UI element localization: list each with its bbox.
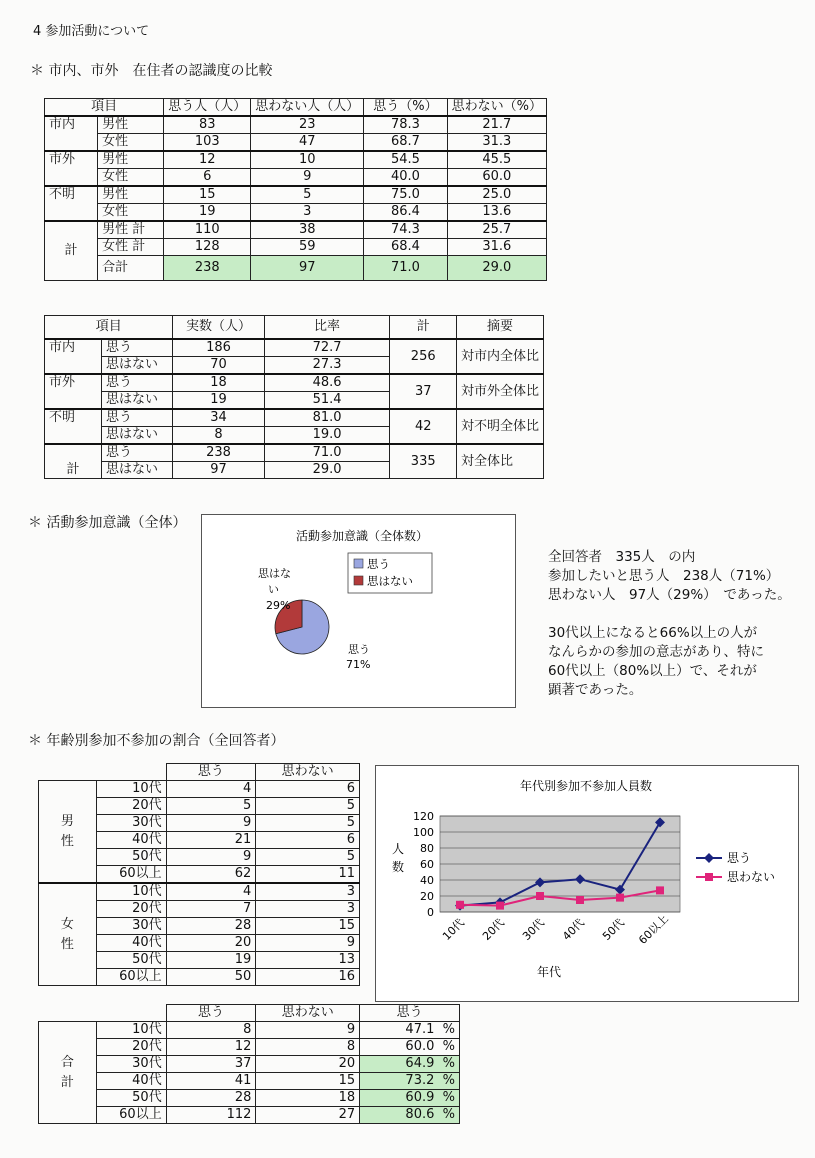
- residence-awareness-table: [44, 98, 547, 281]
- group-label-female: 女 性: [39, 883, 97, 986]
- cell: 97: [251, 256, 364, 281]
- age-gender-table: [38, 763, 360, 986]
- cell: 16: [256, 969, 360, 986]
- cell: 8: [173, 427, 264, 445]
- table-row: [45, 444, 544, 462]
- age-cell: 60以上: [96, 866, 166, 884]
- header-cell: 思わない: [256, 1005, 360, 1022]
- pie-chart: [202, 515, 515, 707]
- cell: 対市外全体比: [456, 374, 543, 409]
- header-cell: 項目: [45, 316, 173, 340]
- y-tick-label: 0: [427, 906, 434, 919]
- row-label: 女性: [98, 204, 164, 222]
- cell: 60.0: [447, 169, 546, 187]
- y-tick-label: 40: [420, 874, 434, 887]
- age-cell: 40代: [96, 935, 166, 952]
- cell: 11: [256, 866, 360, 884]
- cell: 37: [390, 374, 456, 409]
- header-cell: 比率: [264, 316, 390, 340]
- row-label: 男性: [98, 151, 164, 169]
- cell: 対市内全体比: [456, 339, 543, 374]
- row-label: 思はない: [101, 357, 173, 375]
- summary-line: 全回答者 335人 の内: [548, 549, 696, 565]
- cell: 23: [251, 116, 364, 134]
- header-cell: 思う（%）: [364, 99, 447, 117]
- row-label: 合計: [98, 256, 164, 281]
- cell: 34: [173, 409, 264, 427]
- y-tick-label: 20: [420, 890, 434, 903]
- cell: 238: [164, 256, 251, 281]
- table-row: [45, 339, 544, 357]
- header-cell: 思う: [166, 764, 256, 781]
- pie-label-no: 思はな: [258, 567, 291, 580]
- age-cell: 10代: [96, 883, 166, 901]
- pie-chart-panel: [201, 514, 516, 708]
- row-label: 女性: [98, 169, 164, 187]
- table-header-row: [45, 99, 547, 117]
- age-cell: 60以上: [96, 1107, 166, 1124]
- data-point: [616, 894, 624, 902]
- heading-participation-awareness: ＊ 活動参加意識（全体）: [28, 515, 187, 531]
- header-cell: 実数（人）: [173, 316, 264, 340]
- pct-cell: 60.9 %: [360, 1090, 460, 1107]
- age-cell: 40代: [96, 1073, 166, 1090]
- row-label: 思う: [101, 444, 173, 462]
- data-point: [576, 896, 584, 904]
- cell: 15: [256, 1073, 360, 1090]
- legend-marker-yes: [704, 853, 714, 863]
- cell: 28: [166, 918, 256, 935]
- group-label: 市内: [45, 339, 102, 374]
- cell: 9: [251, 169, 364, 187]
- pie-title: 活動参加意識（全体数）: [295, 529, 429, 543]
- cell: 19: [166, 952, 256, 969]
- cell: 71.0: [364, 256, 447, 281]
- table-header-row: [45, 316, 544, 340]
- cell: 29.0: [447, 256, 546, 281]
- cell: 51.4: [264, 392, 390, 410]
- group-label: 市内: [45, 116, 98, 151]
- cell: 8: [166, 1022, 256, 1039]
- x-axis-label: 年代: [536, 965, 562, 979]
- summary-spacer: [548, 605, 791, 624]
- cell: 20: [256, 1056, 360, 1073]
- table-row: [45, 151, 547, 169]
- group-label: 計: [45, 444, 102, 479]
- age-cell: 30代: [96, 1056, 166, 1073]
- table-row: [45, 204, 547, 222]
- row-label: 思はない: [101, 392, 173, 410]
- group-label-total: 合 計: [39, 1022, 97, 1124]
- cell: 21.7: [447, 116, 546, 134]
- cell: 112: [166, 1107, 256, 1124]
- cell: 110: [164, 221, 251, 239]
- table-row: [39, 781, 360, 798]
- age-cell: 40代: [96, 832, 166, 849]
- cell: 25.7: [447, 221, 546, 239]
- y-tick-label: 80: [420, 842, 434, 855]
- header-cell: 計: [390, 316, 456, 340]
- pie-label-yes: 思う: [348, 643, 370, 656]
- header-cell: 項目: [45, 99, 164, 117]
- cell: 27.3: [264, 357, 390, 375]
- cell: 59: [251, 239, 364, 256]
- heading-residence-comparison: ＊ 市内、市外 在住者の認識度の比較: [30, 63, 273, 79]
- header-cell: 思う: [166, 1005, 256, 1022]
- pct-cell: 60.0 %: [360, 1039, 460, 1056]
- cell: 15: [164, 186, 251, 204]
- cell: 15: [256, 918, 360, 935]
- data-point: [656, 886, 664, 894]
- cell: 86.4: [364, 204, 447, 222]
- cell: 31.6: [447, 239, 546, 256]
- heading-age-participation: ＊ 年齢別参加不参加の割合（全回答者）: [28, 733, 285, 749]
- summary-text: [548, 548, 791, 700]
- group-label: 不明: [45, 186, 98, 221]
- group-label: 不明: [45, 409, 102, 444]
- cell: 68.4: [364, 239, 447, 256]
- pie-label-yes-pct: 71%: [346, 658, 371, 671]
- y-tick-label: 100: [413, 826, 434, 839]
- cell: 81.0: [264, 409, 390, 427]
- cell: 41: [166, 1073, 256, 1090]
- line-chart: [376, 766, 798, 1001]
- data-point: [536, 892, 544, 900]
- group-label: 計: [45, 221, 98, 281]
- cell: 28: [166, 1090, 256, 1107]
- cell: 40.0: [364, 169, 447, 187]
- cell: 42: [390, 409, 456, 444]
- header-cell: 思う人（人）: [164, 99, 251, 117]
- x-tick-label: 20代: [480, 916, 507, 943]
- table-row: [45, 374, 544, 392]
- cell: 10: [251, 151, 364, 169]
- cell: 71.0: [264, 444, 390, 462]
- row-label: 男性: [98, 116, 164, 134]
- row-label: 女性 計: [98, 239, 164, 256]
- cell: 9: [256, 1022, 360, 1039]
- cell: 6: [256, 832, 360, 849]
- cell: 9: [256, 935, 360, 952]
- x-tick-label: 10代: [440, 916, 467, 943]
- table-row: [39, 1039, 460, 1056]
- legend-label-yes: 思う: [727, 851, 752, 865]
- line-chart-title: 年代別参加不参加人員数: [519, 779, 653, 793]
- cell: 8: [256, 1039, 360, 1056]
- header-cell: 思う: [360, 1005, 460, 1022]
- summary-line: なんらかの参加の意志があり、特に: [548, 644, 764, 660]
- cell: 37: [166, 1056, 256, 1073]
- summary-line: 参加したいと思う人 238人（71%）: [548, 568, 780, 584]
- legend-label-yes: 思う: [367, 557, 390, 571]
- legend-label-no: 思わない: [727, 870, 776, 884]
- cell: 78.3: [364, 116, 447, 134]
- table-row: [45, 134, 547, 152]
- cell: 9: [166, 815, 256, 832]
- cell: 20: [166, 935, 256, 952]
- y-tick-label: 60: [420, 858, 434, 871]
- cell: 47: [251, 134, 364, 152]
- cell: 27: [256, 1107, 360, 1124]
- cell: 54.5: [364, 151, 447, 169]
- cell: 238: [173, 444, 264, 462]
- age-total-table: [38, 1004, 460, 1124]
- cell: 5: [256, 849, 360, 866]
- table-row: [39, 1107, 460, 1124]
- header-cell: 摘要: [456, 316, 543, 340]
- x-tick-label: 40代: [560, 916, 587, 943]
- cell: 18: [256, 1090, 360, 1107]
- row-label: 思う: [101, 409, 173, 427]
- cell: 62: [166, 866, 256, 884]
- header-cell: 思わない人（人）: [251, 99, 364, 117]
- age-cell: 30代: [96, 918, 166, 935]
- y-axis-label-1: 人: [391, 842, 405, 856]
- cell: 13: [256, 952, 360, 969]
- table-row: [39, 1090, 460, 1107]
- header-cell: 思わない: [256, 764, 360, 781]
- row-label: 男性: [98, 186, 164, 204]
- pie-label-no-2: い: [268, 583, 279, 596]
- group-label-male: 男 性: [39, 781, 97, 884]
- cell: 13.6: [447, 204, 546, 222]
- age-cell: 20代: [96, 901, 166, 918]
- cell: 12: [166, 1039, 256, 1056]
- row-label: 女性: [98, 134, 164, 152]
- age-cell: 20代: [96, 798, 166, 815]
- table-row: [39, 1022, 460, 1039]
- summary-line: 思わない人 97人（29%） であった。: [548, 587, 791, 603]
- pct-cell: 80.6 %: [360, 1107, 460, 1124]
- cell: 対不明全体比: [456, 409, 543, 444]
- data-point: [496, 902, 504, 910]
- y-axis-label-2: 数: [391, 860, 405, 874]
- age-cell: 50代: [96, 1090, 166, 1107]
- line-chart-panel: [375, 765, 799, 1002]
- cell: 5: [251, 186, 364, 204]
- age-cell: 20代: [96, 1039, 166, 1056]
- x-tick-label: 60以上: [636, 912, 671, 947]
- data-point: [456, 901, 464, 909]
- x-tick-labels: [440, 911, 671, 946]
- cell: 4: [166, 781, 256, 798]
- table-row: [39, 883, 360, 901]
- summary-line: 30代以上になると66%以上の人が: [548, 625, 758, 641]
- table-header-row: [39, 1005, 460, 1022]
- cell: 19: [173, 392, 264, 410]
- cell: 5: [256, 798, 360, 815]
- pct-cell: 64.9 %: [360, 1056, 460, 1073]
- summary-line: 60代以上（80%以上）で、それが: [548, 663, 757, 679]
- age-cell: 50代: [96, 952, 166, 969]
- cell: 18: [173, 374, 264, 392]
- legend-label-no: 思はない: [367, 574, 413, 588]
- cell: 4: [166, 883, 256, 901]
- cell: 25.0: [447, 186, 546, 204]
- legend-swatch-yes: [354, 559, 363, 568]
- cell: 3: [256, 883, 360, 901]
- cell: 5: [256, 815, 360, 832]
- pie-label-no-pct: 29%: [266, 599, 291, 612]
- cell: 335: [390, 444, 456, 479]
- line-legend: [696, 851, 775, 884]
- cell: 5: [166, 798, 256, 815]
- cell: 70: [173, 357, 264, 375]
- legend-marker-no: [705, 873, 713, 881]
- cell: 7: [166, 901, 256, 918]
- cell: 74.3: [364, 221, 447, 239]
- pie-legend: [348, 553, 432, 593]
- legend-swatch-no: [354, 576, 363, 585]
- cell: 19: [164, 204, 251, 222]
- cell: 29.0: [264, 462, 390, 479]
- cell: 97: [173, 462, 264, 479]
- age-cell: 50代: [96, 849, 166, 866]
- table-row: [39, 1073, 460, 1090]
- age-cell: 10代: [96, 1022, 166, 1039]
- cell: 6: [164, 169, 251, 187]
- cell: 19.0: [264, 427, 390, 445]
- summary-line: 顕著であった。: [548, 682, 643, 698]
- table-header-row: [39, 764, 360, 781]
- x-tick-label: 30代: [520, 916, 547, 943]
- y-tick-label: 120: [413, 810, 434, 823]
- table-row: [45, 186, 547, 204]
- header-cell: 思わない（%）: [447, 99, 546, 117]
- cell: 128: [164, 239, 251, 256]
- table-row-total: [45, 256, 547, 281]
- cell: 6: [256, 781, 360, 798]
- cell: 3: [256, 901, 360, 918]
- cell: 21: [166, 832, 256, 849]
- row-label: 思はない: [101, 462, 173, 479]
- age-cell: 60以上: [96, 969, 166, 986]
- section-title: 4 参加活動について: [33, 24, 150, 39]
- pct-cell: 47.1 %: [360, 1022, 460, 1039]
- table-row: [45, 116, 547, 134]
- cell: 12: [164, 151, 251, 169]
- row-label: 男性 計: [98, 221, 164, 239]
- cell: 75.0: [364, 186, 447, 204]
- x-tick-label: 50代: [600, 916, 627, 943]
- cell: 38: [251, 221, 364, 239]
- table-row: [45, 409, 544, 427]
- cell: 45.5: [447, 151, 546, 169]
- cell: 103: [164, 134, 251, 152]
- row-label: 思う: [101, 374, 173, 392]
- cell: 対全体比: [456, 444, 543, 479]
- cell: 68.7: [364, 134, 447, 152]
- y-tick-labels: [413, 810, 434, 919]
- table-row: [45, 221, 547, 239]
- cell: 48.6: [264, 374, 390, 392]
- row-label: 思う: [101, 339, 173, 357]
- table-row: [39, 1056, 460, 1073]
- residence-ratio-table: [44, 315, 544, 479]
- table-row: [45, 169, 547, 187]
- group-label: 市外: [45, 374, 102, 409]
- row-label: 思はない: [101, 427, 173, 445]
- cell: 50: [166, 969, 256, 986]
- age-cell: 10代: [96, 781, 166, 798]
- age-cell: 30代: [96, 815, 166, 832]
- cell: 72.7: [264, 339, 390, 357]
- table-row: [45, 239, 547, 256]
- cell: 186: [173, 339, 264, 357]
- cell: 83: [164, 116, 251, 134]
- cell: 3: [251, 204, 364, 222]
- cell: 31.3: [447, 134, 546, 152]
- group-label: 市外: [45, 151, 98, 186]
- cell: 256: [390, 339, 456, 374]
- pct-cell: 73.2 %: [360, 1073, 460, 1090]
- cell: 9: [166, 849, 256, 866]
